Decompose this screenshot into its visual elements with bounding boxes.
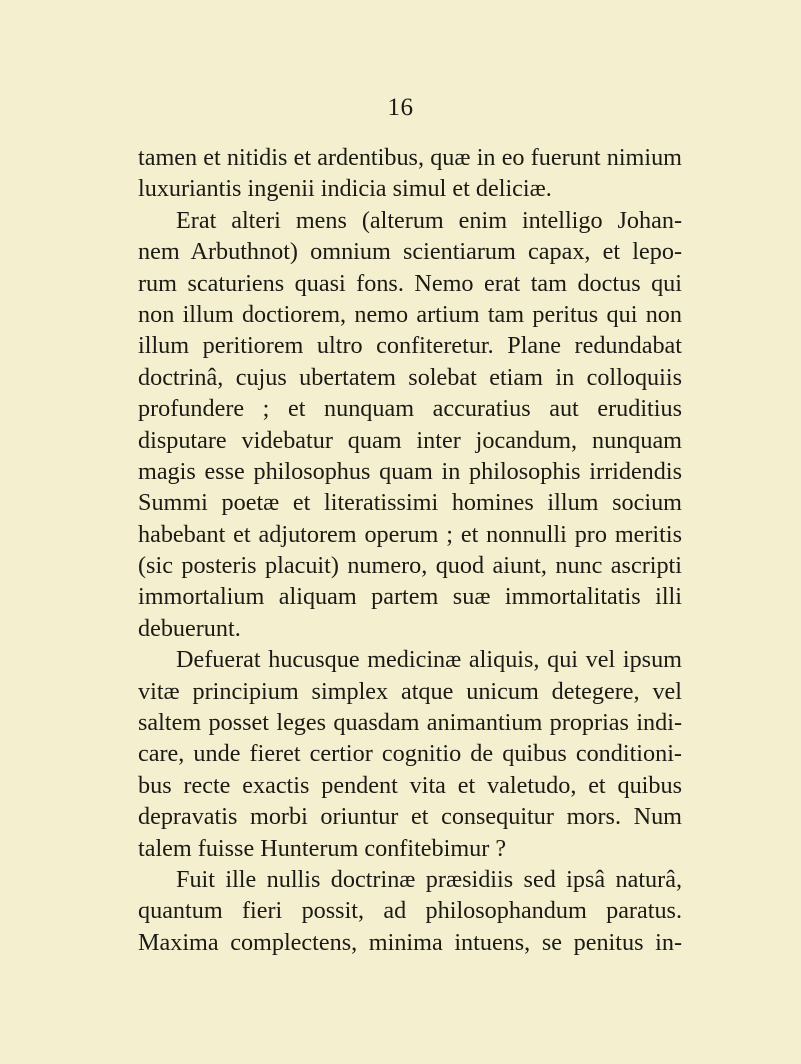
text-line: Summi poetæ et literatissimi homines illum socium — [138, 489, 682, 517]
text-line: profundere ; et nunquam accuratius aut eruditius — [138, 395, 682, 423]
text-line: debuerunt. — [138, 614, 241, 642]
text-line: illum peritiorem ultro confiteretur. Plane redundabat — [138, 332, 682, 360]
text-line: doctrinâ, cujus ubertatem solebat etiam in colloquiis — [138, 363, 682, 391]
text-line: Maxima complectens, minima intuens, se penitus in- — [138, 928, 682, 956]
text-line: quantum fieri possit, ad philosophandum paratus. — [138, 897, 682, 925]
body-text — [138, 142, 682, 958]
text-line: Erat alteri mens (alterum enim intelligo Johan- — [176, 206, 682, 234]
text-line: (sic posteris placuit) numero, quod aiunt, nunc ascripti — [138, 552, 682, 580]
page-number: 16 — [387, 94, 414, 121]
text-line: Defuerat hucusque medicinæ aliquis, qui vel ipsum — [176, 646, 682, 674]
text-line: non illum doctiorem, nemo artium tam peritus qui non — [138, 300, 682, 328]
text-line: talem fuisse Hunterum confitebimur ? — [138, 834, 507, 862]
text-line: Fuit ille nullis doctrinæ præsidiis sed ipsâ naturâ, — [176, 865, 682, 893]
text-line: habebant et adjutorem operum ; et nonnulli pro meritis — [138, 520, 682, 548]
text-line: nem Arbuthnot) omnium scientiarum capax, et lepo- — [138, 238, 682, 266]
text-line: saltem posset leges quasdam animantium proprias indi- — [138, 709, 682, 737]
text-line: luxuriantis ingenii indicia simul et deliciæ. — [138, 175, 552, 203]
text-line: magis esse philosophus quam in philosophis irridendis — [138, 457, 682, 485]
text-line: depravatis morbi oriuntur et consequitur mors. Num — [138, 803, 682, 831]
text-line: bus recte exactis pendent vita et valetudo, et quibus — [138, 771, 682, 799]
text-line: disputare videbatur quam inter jocandum, nunquam — [138, 426, 682, 454]
text-line: rum scaturiens quasi fons. Nemo erat tam doctus qui — [138, 269, 682, 297]
text-line: tamen et nitidis et ardentibus, quæ in eo fuerunt nimium — [138, 144, 682, 171]
text-line: immortalium aliquam partem suæ immortalitatis illi — [138, 583, 682, 611]
text-line: care, unde fieret certior cognitio de quibus conditioni- — [138, 740, 682, 768]
text-line: vitæ principium simplex atque unicum detegere, vel — [138, 677, 682, 705]
